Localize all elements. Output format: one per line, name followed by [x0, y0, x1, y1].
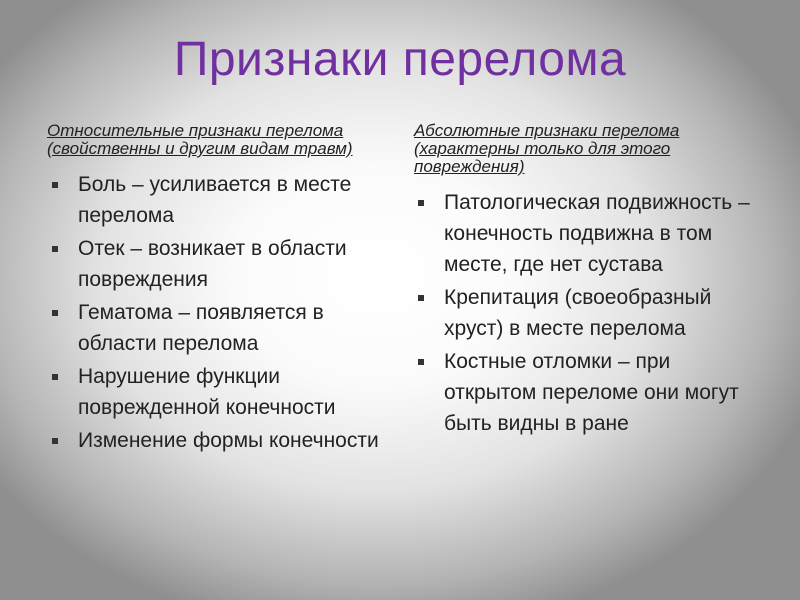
- square-bullet-icon: [52, 182, 58, 188]
- list-item-text: Гематома – появляется в области перелома: [78, 301, 324, 355]
- relative-signs-heading: Относительные признаки перелома (свойственны и другим видам травм): [47, 121, 353, 158]
- square-bullet-icon: [52, 310, 58, 316]
- list-item: [44, 233, 404, 295]
- list-item: [414, 282, 766, 344]
- square-bullet-icon: [418, 359, 424, 365]
- square-bullet-icon: [52, 438, 58, 444]
- list-item: [44, 425, 404, 456]
- absolute-signs-list: [414, 187, 766, 439]
- absolute-signs-column: [414, 122, 766, 441]
- relative-signs-list: [44, 169, 404, 456]
- list-item-text: Боль – усиливается в месте перелома: [78, 173, 352, 227]
- list-item: [44, 361, 404, 423]
- slide-title: Признаки перелома: [173, 33, 627, 86]
- list-item-text: Нарушение функции поврежденной конечности: [78, 365, 336, 419]
- square-bullet-icon: [418, 295, 424, 301]
- list-item-text: Отек – возникает в области повреждения: [78, 237, 347, 291]
- square-bullet-icon: [418, 200, 424, 206]
- list-item: [44, 169, 404, 231]
- square-bullet-icon: [52, 374, 58, 380]
- list-item: [414, 346, 766, 439]
- list-item-text: Патологическая подвижность – конечность подвижна в том месте, где нет сустава: [444, 191, 750, 276]
- square-bullet-icon: [52, 246, 58, 252]
- absolute-signs-heading: Абсолютные признаки перелома (характерны только для этого повреждения): [414, 121, 680, 176]
- relative-signs-column: [44, 122, 404, 458]
- list-item-text: Изменение формы конечности: [78, 429, 379, 452]
- list-item-text: Крепитация (своеобразный хруст) в месте перелома: [444, 286, 712, 340]
- list-item: [414, 187, 766, 280]
- list-item-text: Костные отломки – при открытом переломе они могут быть видны в ране: [444, 350, 739, 435]
- list-item: [44, 297, 404, 359]
